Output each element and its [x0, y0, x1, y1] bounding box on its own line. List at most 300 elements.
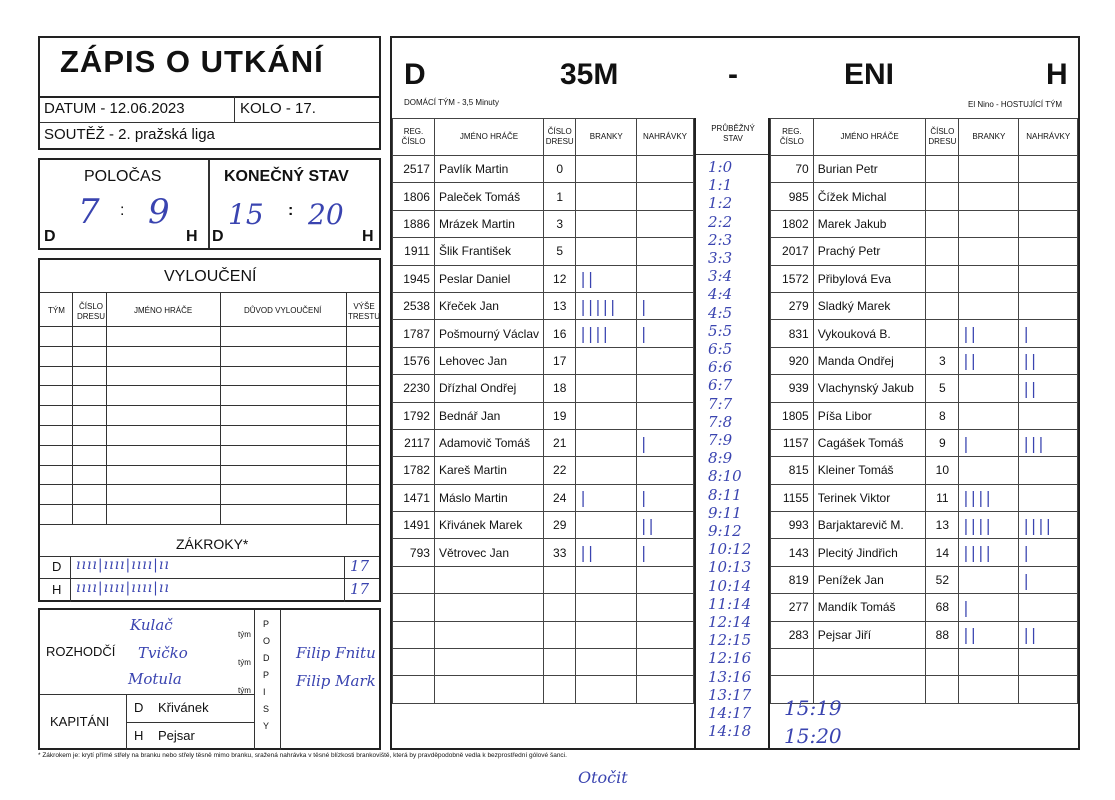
away-players-table: [770, 118, 1078, 704]
player-reg: 1886: [393, 210, 435, 237]
signature-2: Filip Mark: [296, 672, 376, 690]
running-score-entry: 3:3: [708, 249, 733, 267]
player-goals: [959, 566, 1019, 593]
zakroky-h-total: 17: [350, 580, 370, 598]
player-name: Píša Libor: [813, 402, 926, 429]
konecny-stav-label: KONEČNÝ STAV: [224, 168, 349, 185]
player-assists: ||: [1019, 347, 1078, 374]
player-name: Mandík Tomáš: [813, 594, 926, 621]
score-dash: -: [728, 58, 738, 91]
player-name: [434, 594, 543, 621]
player-goals: [576, 238, 637, 265]
player-row: [771, 621, 1078, 648]
player-row: [771, 238, 1078, 265]
running-score-entry: 2:3: [708, 230, 733, 249]
player-reg: 1491: [393, 512, 435, 539]
player-name: Mrázek Martin: [434, 210, 543, 237]
running-score-entry: 7:7: [708, 394, 733, 413]
col-vyse: VÝŠE TRESTU: [348, 302, 380, 321]
player-goals: [959, 649, 1019, 676]
home-letter: D: [404, 58, 426, 91]
col-cislo: ČÍSLO DRESU: [76, 302, 105, 321]
player-row: [771, 566, 1078, 593]
player-reg: 985: [771, 183, 814, 210]
player-number: 3: [926, 347, 959, 374]
player-assists: ||: [1019, 621, 1078, 648]
player-assists: [1019, 183, 1078, 210]
player-goals: [959, 210, 1019, 237]
datum-field: DATUM - 12.06.2023: [44, 100, 185, 117]
player-assists: [636, 402, 693, 429]
player-name: Marek Jakub: [813, 210, 926, 237]
player-row: [771, 539, 1078, 566]
running-score-entry: 13:17: [708, 685, 752, 704]
running-score-entry: 13:16: [708, 667, 752, 686]
player-name: Burian Petr: [813, 156, 926, 183]
player-assists: [636, 375, 693, 402]
cap-h-name: Pejsar: [158, 728, 195, 743]
running-score-entry: 14:17: [708, 704, 752, 722]
player-assists: |: [636, 320, 693, 347]
col-reg: REG. ČÍSLO: [393, 119, 435, 156]
player-assists: |: [1019, 539, 1078, 566]
player-row: [771, 594, 1078, 621]
referee-1: Kulač: [130, 616, 173, 634]
player-assists: [1019, 292, 1078, 319]
away-score-extra-1: 15:19: [784, 696, 842, 720]
player-reg: 1911: [393, 238, 435, 265]
col-jmeno: JMÉNO HRÁČE: [434, 119, 543, 156]
player-row: [393, 156, 694, 183]
player-row: [771, 320, 1078, 347]
player-number: [926, 649, 959, 676]
player-assists: [636, 594, 693, 621]
title-box: [38, 36, 381, 98]
player-name: Vykouková B.: [813, 320, 926, 347]
player-goals: [959, 375, 1019, 402]
cap-d-name: Křivánek: [158, 700, 209, 715]
half-h-letter: H: [186, 228, 198, 245]
tym-label-3: tým: [238, 686, 251, 695]
running-score-entry: 14:18: [708, 722, 752, 741]
player-row: [393, 210, 694, 237]
running-score-entry: 6:7: [708, 376, 733, 395]
player-assists: |: [1019, 320, 1078, 347]
player-name: Větrovec Jan: [434, 539, 543, 566]
final-d-letter: D: [212, 228, 224, 245]
player-name: Lehovec Jan: [434, 347, 543, 374]
player-reg: [393, 621, 435, 648]
player-row: [771, 292, 1078, 319]
half-h-score: 9: [148, 192, 170, 232]
player-name: Adamovič Tomáš: [434, 429, 543, 456]
player-name: Penížek Jan: [813, 566, 926, 593]
col-nahravky: NAHRÁVKY: [636, 119, 693, 156]
player-goals: |||||: [576, 292, 637, 319]
zakroky-d-total: 17: [350, 557, 370, 575]
player-number: 88: [926, 621, 959, 648]
player-row: [771, 429, 1078, 456]
player-row: [771, 375, 1078, 402]
officials-box: [38, 608, 381, 750]
player-reg: 70: [771, 156, 814, 183]
player-row: [393, 539, 694, 566]
away-team: ENI: [844, 58, 895, 91]
player-goals: [959, 238, 1019, 265]
score-box: POLOČAS KONEČNÝ STAV D H D H 7 : 9 15 : 20: [38, 158, 381, 250]
player-assists: [1019, 649, 1078, 676]
player-reg: 2517: [393, 156, 435, 183]
player-name: Kareš Martin: [434, 457, 543, 484]
zakroky-d-label: D: [52, 559, 62, 574]
player-number: [926, 183, 959, 210]
player-row: [393, 649, 694, 676]
info-box: [38, 96, 381, 150]
player-goals: [576, 457, 637, 484]
cap-h-label: H: [134, 728, 144, 743]
kapitani-label: KAPITÁNI: [50, 714, 110, 729]
cap-d-label: D: [134, 700, 144, 715]
player-row: [393, 265, 694, 292]
running-score-entry: 11:14: [708, 594, 752, 613]
running-score-entry: 12:14: [708, 613, 752, 631]
col-jmeno: JMÉNO HRÁČE: [134, 306, 193, 315]
player-number: 12: [544, 265, 576, 292]
player-goals: ||: [959, 621, 1019, 648]
running-score-entry: 3:4: [708, 267, 733, 286]
player-number: 13: [544, 292, 576, 319]
player-assists: [1019, 484, 1078, 511]
player-goals: ||: [959, 320, 1019, 347]
player-number: [926, 238, 959, 265]
player-assists: |: [636, 539, 693, 566]
player-number: 17: [544, 347, 576, 374]
running-score-entry: 7:8: [708, 412, 733, 431]
player-number: 11: [926, 484, 959, 511]
final-h-letter: H: [362, 228, 374, 245]
player-reg: 793: [393, 539, 435, 566]
player-number: [926, 292, 959, 319]
player-name: Dřízhal Ondřej: [434, 375, 543, 402]
player-number: [926, 156, 959, 183]
player-name: Manda Ondřej: [813, 347, 926, 374]
player-number: 29: [544, 512, 576, 539]
zakroky-h-marks: ıııı|ıııı|ıııı|ıı: [76, 580, 170, 596]
player-reg: 1576: [393, 347, 435, 374]
player-reg: [393, 566, 435, 593]
page-title: ZÁPIS O UTKÁNÍ: [60, 44, 324, 79]
player-reg: 277: [771, 594, 814, 621]
running-score-entry: 10:13: [708, 558, 752, 577]
zakroky-d-marks: ıııı|ıııı|ıııı|ıı: [76, 557, 170, 573]
player-name: [434, 621, 543, 648]
away-score-extra-2: 15:20: [784, 724, 842, 748]
referee-2: Tvičko: [138, 644, 188, 662]
player-name: Pavlík Martin: [434, 156, 543, 183]
player-number: 68: [926, 594, 959, 621]
player-reg: 1805: [771, 402, 814, 429]
player-name: Peslar Daniel: [434, 265, 543, 292]
rozhodci-label: ROZHODČÍ: [46, 644, 116, 659]
player-number: [544, 676, 576, 703]
running-score-entry: 8:10: [708, 467, 742, 486]
player-reg: [393, 649, 435, 676]
running-score-entry: 8:9: [708, 449, 733, 468]
player-row: [393, 594, 694, 621]
running-score-entry: 4:5: [708, 303, 733, 322]
player-name: Sladký Marek: [813, 292, 926, 319]
player-row: [771, 402, 1078, 429]
player-number: [926, 210, 959, 237]
player-assists: [1019, 156, 1078, 183]
player-reg: 920: [771, 347, 814, 374]
player-row: [771, 183, 1078, 210]
player-name: Přibylová Eva: [813, 265, 926, 292]
player-row: [771, 457, 1078, 484]
player-reg: [393, 594, 435, 621]
tym-label-2: tým: [238, 658, 251, 667]
player-number: 16: [544, 320, 576, 347]
player-assists: [1019, 594, 1078, 621]
footnote: * Zákrokem je: krytí přímé střely na branku nebo střely těsně mimo branku, sražená nahrávka v těsné blízkosti brankoviště, která by pravděpodobně vedla k bezprostřední gólové šanci.: [38, 752, 567, 759]
player-row: [393, 484, 694, 511]
col-jmeno-away: JMÉNO HRÁČE: [813, 119, 926, 156]
running-score-entry: 6:5: [708, 340, 733, 358]
player-name: Pejsar Jiří: [813, 621, 926, 648]
player-goals: [576, 676, 637, 703]
player-assists: [636, 649, 693, 676]
player-goals: [576, 429, 637, 456]
player-name: [813, 649, 926, 676]
col-cislo: ČÍSLO DRESU: [544, 119, 576, 156]
player-row: [771, 210, 1078, 237]
player-name: Cagášek Tomáš: [813, 429, 926, 456]
player-name: Paleček Tomáš: [434, 183, 543, 210]
player-goals: [576, 512, 637, 539]
player-name: Bednář Jan: [434, 402, 543, 429]
signature-1: Filip Fnitu: [296, 644, 376, 662]
player-assists: [636, 156, 693, 183]
half-d-score: 7: [78, 192, 100, 232]
player-reg: 1787: [393, 320, 435, 347]
player-goals: [576, 347, 637, 374]
player-goals: [959, 183, 1019, 210]
player-reg: 993: [771, 512, 814, 539]
player-assists: [1019, 457, 1078, 484]
half-d-letter: D: [44, 228, 56, 245]
final-d-score: 15: [228, 198, 264, 231]
player-number: 5: [926, 375, 959, 402]
player-name: Plecitý Jindřich: [813, 539, 926, 566]
player-goals: [959, 402, 1019, 429]
player-goals: [959, 457, 1019, 484]
player-goals: ||: [959, 347, 1019, 374]
player-reg: 1806: [393, 183, 435, 210]
home-players-table: [392, 118, 694, 704]
player-reg: 1792: [393, 402, 435, 429]
player-goals: [576, 621, 637, 648]
col-cislo-away: ČÍSLO DRESU: [926, 119, 959, 156]
running-score-entry: 10:14: [708, 576, 752, 595]
player-number: 8: [926, 402, 959, 429]
running-score-entry: 8:11: [708, 485, 742, 504]
player-reg: 1572: [771, 265, 814, 292]
vylouceni-box: [38, 258, 381, 602]
player-goals: [576, 156, 637, 183]
player-name: Barjaktarevič M.: [813, 512, 926, 539]
running-score-entry: 1:2: [708, 194, 733, 213]
soutez-field: SOUTĚŽ - 2. pražská liga: [44, 126, 215, 143]
player-assists: [636, 210, 693, 237]
zakroky-h-label: H: [52, 582, 62, 597]
col-branky: BRANKY: [576, 119, 637, 156]
player-assists: ||: [1019, 375, 1078, 402]
player-number: [544, 621, 576, 648]
player-reg: 1802: [771, 210, 814, 237]
player-number: 21: [544, 429, 576, 456]
player-number: 1: [544, 183, 576, 210]
player-assists: [636, 265, 693, 292]
player-reg: [393, 676, 435, 703]
player-row: [393, 320, 694, 347]
player-assists: |: [636, 292, 693, 319]
player-name: Vlachynský Jakub: [813, 375, 926, 402]
player-assists: [1019, 238, 1078, 265]
player-row: [393, 238, 694, 265]
player-assists: [636, 676, 693, 703]
player-reg: 143: [771, 539, 814, 566]
player-reg: 831: [771, 320, 814, 347]
player-assists: [636, 457, 693, 484]
player-goals: |: [959, 429, 1019, 456]
zakroky-title: ZÁKROKY*: [176, 536, 249, 552]
player-goals: [959, 156, 1019, 183]
player-number: 10: [926, 457, 959, 484]
player-row: [393, 183, 694, 210]
running-score-entry: 6:6: [708, 358, 733, 377]
player-assists: ||: [636, 512, 693, 539]
player-reg: 939: [771, 375, 814, 402]
player-reg: 815: [771, 457, 814, 484]
running-score-entry: 1:1: [708, 176, 733, 195]
player-name: Kleiner Tomáš: [813, 457, 926, 484]
home-subtitle: DOMÁCÍ TÝM - 3,5 Minuty: [404, 98, 499, 107]
kolo-field: KOLO - 17.: [240, 100, 316, 117]
player-reg: 279: [771, 292, 814, 319]
player-number: 24: [544, 484, 576, 511]
player-reg: 1157: [771, 429, 814, 456]
player-name: Pošmourný Václav: [434, 320, 543, 347]
player-reg: 283: [771, 621, 814, 648]
player-goals: ||: [576, 265, 637, 292]
player-number: 19: [544, 402, 576, 429]
player-row: [393, 621, 694, 648]
running-score-entry: 1:0: [708, 158, 733, 176]
player-number: 5: [544, 238, 576, 265]
player-goals: [576, 210, 637, 237]
player-reg: 2117: [393, 429, 435, 456]
player-assists: ||||: [1019, 512, 1078, 539]
player-name: Křeček Jan: [434, 292, 543, 319]
player-goals: [576, 183, 637, 210]
col-prubezny: PRŮBĚŽNÝ STAV: [711, 124, 755, 143]
player-goals: ||: [576, 539, 637, 566]
home-team: 35M: [560, 58, 619, 91]
player-number: [544, 594, 576, 621]
running-score-entry: 9:11: [708, 503, 742, 522]
player-number: [926, 676, 959, 703]
running-score-column: [694, 118, 770, 748]
player-row: [393, 402, 694, 429]
player-reg: 1471: [393, 484, 435, 511]
player-name: Křivánek Marek: [434, 512, 543, 539]
player-assists: |||: [1019, 429, 1078, 456]
player-goals: [576, 402, 637, 429]
player-name: Šlik František: [434, 238, 543, 265]
player-name: Čížek Michal: [813, 183, 926, 210]
player-number: [926, 320, 959, 347]
player-reg: 1155: [771, 484, 814, 511]
player-assists: [1019, 402, 1078, 429]
player-assists: [636, 621, 693, 648]
player-row: [771, 512, 1078, 539]
player-number: 52: [926, 566, 959, 593]
player-row: [393, 512, 694, 539]
running-score-entry: 10:12: [708, 540, 752, 559]
player-goals: ||||: [959, 512, 1019, 539]
col-nahravky-away: NAHRÁVKY: [1019, 119, 1078, 156]
player-number: 14: [926, 539, 959, 566]
player-assists: |: [1019, 566, 1078, 593]
player-row: [393, 347, 694, 374]
player-goals: ||||: [959, 484, 1019, 511]
running-score-entry: 12:16: [708, 649, 752, 668]
player-reg: 2017: [771, 238, 814, 265]
player-assists: [636, 183, 693, 210]
player-number: 13: [926, 512, 959, 539]
player-number: [544, 566, 576, 593]
player-assists: [636, 238, 693, 265]
player-assists: |: [636, 429, 693, 456]
player-number: 3: [544, 210, 576, 237]
player-number: 0: [544, 156, 576, 183]
player-name: Prachý Petr: [813, 238, 926, 265]
polocas-label: POLOČAS: [84, 168, 162, 185]
player-name: [434, 649, 543, 676]
player-assists: [636, 347, 693, 374]
referee-3: Motula: [128, 670, 182, 688]
player-reg: [771, 649, 814, 676]
running-score-entry: 9:12: [708, 522, 742, 540]
player-row: [393, 676, 694, 703]
player-row: [393, 457, 694, 484]
player-row: [393, 375, 694, 402]
player-reg: 1782: [393, 457, 435, 484]
player-number: 18: [544, 375, 576, 402]
running-score-entry: 5:5: [708, 321, 733, 340]
player-reg: 2230: [393, 375, 435, 402]
player-row: [771, 484, 1078, 511]
player-goals: [576, 649, 637, 676]
player-row: [393, 292, 694, 319]
player-number: 33: [544, 539, 576, 566]
running-score-entry: 12:15: [708, 631, 752, 650]
player-goals: [959, 292, 1019, 319]
bottom-note: Otočit: [578, 768, 628, 787]
player-name: Terinek Viktor: [813, 484, 926, 511]
running-score-entry: 4:4: [708, 285, 733, 304]
player-row: [393, 429, 694, 456]
